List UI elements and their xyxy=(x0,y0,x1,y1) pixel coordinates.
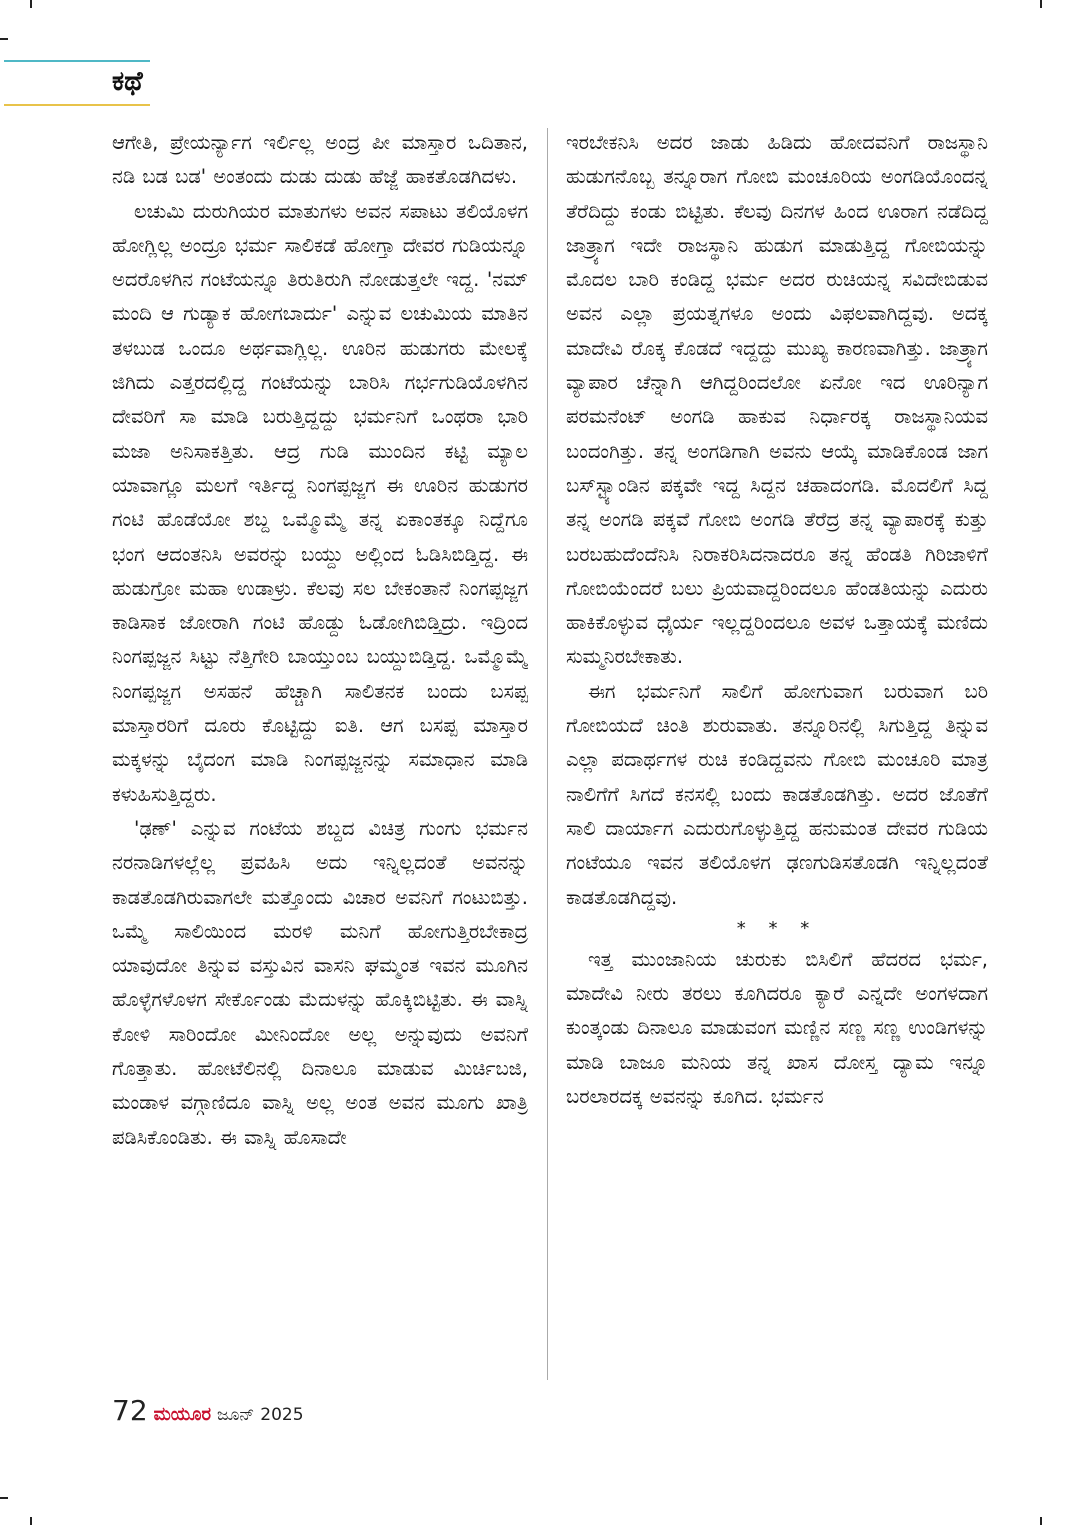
crop-mark xyxy=(0,38,8,40)
crop-mark xyxy=(1040,0,1042,8)
section-label: ಕಥೆ xyxy=(112,66,143,97)
crop-mark xyxy=(0,1497,8,1499)
column-divider xyxy=(547,128,548,1380)
crop-mark xyxy=(30,1517,32,1525)
page-footer xyxy=(112,1394,304,1430)
crop-mark xyxy=(1040,1517,1042,1525)
left-column xyxy=(112,126,528,1381)
crop-mark xyxy=(30,0,32,8)
section-rule-bottom xyxy=(4,104,150,106)
section-rule-top xyxy=(4,60,150,62)
section-break: * * * xyxy=(736,917,818,939)
paragraph: ಆಗೇತಿ, ಪ್ರೇಯರ್ನ್ಯಾಗ ಇರ್ಲಿಲ್ಲ ಅಂದ್ರ ಪೀ ಮಾಸ್ತಾರ ಒದಿತಾನ, ನಡಿ ಬಡ ಬಡ' ಅಂತಂದು ದುಡು ದುಡು ಹೆಜ್ಜೆ ಹಾಕತೊಡಗಿದಳು. xyxy=(112,131,528,189)
paragraph: ಇತ್ತ ಮುಂಜಾನಿಯ ಚುರುಕು ಬಿಸಿಲಿಗೆ ಹೆದರದ ಭರ್ಮ, ಮಾದೇವಿ ನೀರು ತರಲು ಕೂಗಿದರೂ ಕ್ಯಾರೆ ಎನ್ನದೇ ಅಂಗಳದಾಗ ಕುಂತ್ಕಂಡು ದಿನಾಲೂ ಮಾಡುವಂಗ ಮಣ್ಣಿನ ಸಣ್ಣ ಸಣ್ಣ ಉಂಡಿಗಳನ್ನು ಮಾಡಿ ಬಾಜೂ ಮನಿಯ ತನ್ನ ಖಾಸ ದೋಸ್ತ ದ್ಯಾಮ ಇನ್ನೂ ಬರಲಾರದಕ್ಕ ಅವನನ್ನು ಕೂಗಿದ. ಭರ್ಮನ xyxy=(566,947,988,1109)
paragraph: ಈಗ ಭರ್ಮನಿಗೆ ಸಾಲಿಗೆ ಹೋಗುವಾಗ ಬರುವಾಗ ಬರಿ ಗೋಬಿಯದೆ ಚಿಂತಿ ಶುರುವಾತು. ತನ್ನೂರಿನಲ್ಲಿ ಸಿಗುತ್ತಿದ್ದ ತಿನ್ನುವ ಎಲ್ಲಾ ಪದಾರ್ಥಗಳ ರುಚಿ ಕಂಡಿದ್ದವನು ಗೋಬಿ ಮಂಚೂರಿ ಮಾತ್ರ ನಾಲಿಗೆಗೆ ಸಿಗದೆ ಕನಸಲ್ಲಿ ಬಂದು ಕಾಡತೊಡಗಿತ್ತು. ಅದರ ಜೊತೆಗೆ ಸಾಲಿ ದಾರ್ಯಾಗ ಎದುರುಗೊಳ್ಳುತ್ತಿದ್ದ ಹನುಮಂತ ದೇವರ ಗುಡಿಯ ಗಂಟೆಯೂ ಇವನ ತಲಿಯೊಳಗ ಢಣಗುಡಿಸತೊಡಗಿ ಇನ್ನಿಲ್ಲದಂತೆ ಕಾಡತೊಡಗಿದ್ದವು. xyxy=(566,679,988,909)
paragraph: 'ಢಣ್' ಎನ್ನುವ ಗಂಟೆಯ ಶಬ್ದದ ವಿಚಿತ್ರ ಗುಂಗು ಭರ್ಮನ ನರನಾಡಿಗಳಲ್ಲೆಲ್ಲ ಪ್ರವಹಿಸಿ ಅದು ಇನ್ನಿಲ್ಲದಂತೆ ಅವನನ್ನು ಕಾಡತೊಡಗಿರುವಾಗಲೇ ಮತ್ತೊಂದು ವಿಚಾರ ಅವನಿಗೆ ಗಂಟುಬಿತ್ತು. ಒಮ್ಮೆ ಸಾಲಿಯಿಂದ ಮರಳಿ ಮನಿಗೆ ಹೋಗುತ್ತಿರಬೇಕಾದ್ರ ಯಾವುದೋ ತಿನ್ನುವ ವಸ್ತುವಿನ ವಾಸನಿ ಘಮ್ಮಂತ ಇವನ ಮೂಗಿನ ಹೊಳ್ಳೆಗಳೊಳಗ ಸೇರ್ಕೊಂಡು ಮೆದುಳನ್ನು ಹೊಕ್ಕಿಬಿಟ್ಟಿತು. ಈ ವಾಸ್ನಿ ಕೋಳಿ ಸಾರಿಂದೋ ಮೀನಿಂದೋ ಅಲ್ಲ ಅನ್ನುವುದು ಅವನಿಗೆ ಗೊತ್ತಾತು. ಹೋಟೆಲಿನಲ್ಲಿ ದಿನಾಲೂ ಮಾಡುವ ಮಿರ್ಚಿಬಜಿ, ಮಂಡಾಳ ವಗ್ಗಾಣಿದೂ ವಾಸ್ನಿ ಅಲ್ಲ ಅಂತ ಅವನ ಮೂಗು ಖಾತ್ರಿ ಪಡಿಸಿಕೊಂಡಿತು. ಈ ವಾಸ್ನಿ ಹೊಸಾದೇ xyxy=(112,816,528,1149)
page-number: 72 xyxy=(112,1394,148,1427)
magazine-logo: ಮಯೂರ xyxy=(153,1404,212,1425)
issue-year: 2025 xyxy=(260,1405,304,1425)
right-column xyxy=(566,126,988,1381)
issue-month: ಜೂನ್ xyxy=(217,1405,255,1425)
paragraph: ಇರಬೇಕನಿಸಿ ಅದರ ಜಾಡು ಹಿಡಿದು ಹೋದವನಿಗೆ ರಾಜಸ್ಥಾನಿ ಹುಡುಗನೊಬ್ಬ ತನ್ನೂರಾಗ ಗೋಬಿ ಮಂಚೂರಿಯ ಅಂಗಡಿಯೊಂದನ್ನ ತೆರೆದಿದ್ದು ಕಂಡು ಬಿಟ್ಟಿತು. ಕೆಲವು ದಿನಗಳ ಹಿಂದ ಊರಾಗ ನಡೆದಿದ್ದ ಜಾತ್ರ್ಯಾಗ ಇದೇ ರಾಜಸ್ಥಾನಿ ಹುಡುಗ ಮಾಡುತ್ತಿದ್ದ ಗೋಬಿಯನ್ನು ಮೊದಲ ಬಾರಿ ಕಂಡಿದ್ದ ಭರ್ಮ ಅದರ ರುಚಿಯನ್ನ ಸವಿದೇಬಿಡುವ ಅವನ ಎಲ್ಲಾ ಪ್ರಯತ್ನಗಳೂ ಅಂದು ವಿಫಲವಾಗಿದ್ದವು. ಅದಕ್ಕ ಮಾದೇವಿ ರೊಕ್ಕ ಕೊಡದೆ ಇದ್ದದ್ದು ಮುಖ್ಯ ಕಾರಣವಾಗಿತ್ತು. ಜಾತ್ರ್ಯಾಗ ವ್ಯಾಪಾರ ಚೆನ್ನಾಗಿ ಆಗಿದ್ದರಿಂದಲೋ ಏನೋ ಇದ ಊರಿನ್ಯಾಗ ಪರಮನೆಂಟ್ ಅಂಗಡಿ ಹಾಕುವ ನಿರ್ಧಾರಕ್ಕ ರಾಜಸ್ಥಾನಿಯವ ಬಂದಂಗಿತ್ತು. ತನ್ನ ಅಂಗಡಿಗಾಗಿ ಅವನು ಆಯ್ಕೆ ಮಾಡಿಕೊಂಡ ಜಾಗ ಬಸ್‌ಸ್ಟ್ಯಾಂಡಿನ ಪಕ್ಕವೇ ಇದ್ದ ಸಿದ್ದನ ಚಹಾದಂಗಡಿ. ಮೊದಲಿಗೆ ಸಿದ್ದ ತನ್ನ ಅಂಗಡಿ ಪಕ್ಕವೆ ಗೋಬಿ ಅಂಗಡಿ ತೆರೆದ್ರ ತನ್ನ ವ್ಯಾಪಾರಕ್ಕೆ ಕುತ್ತು ಬರಬಹುದೆಂದೆನಿಸಿ ನಿರಾಕರಿಸಿದನಾದರೂ ತನ್ನ ಹೆಂಡತಿ ಗಿರಿಜಾಳಿಗೆ ಗೋಬಿಯೆಂದರೆ ಬಲು ಪ್ರಿಯವಾದ್ದರಿಂದಲೂ ಹೆಂಡತಿಯನ್ನು ಎದುರು ಹಾಕಿಕೊಳ್ಳುವ ಧೈರ್ಯ ಇಲ್ಲದ್ದರಿಂದಲೂ ಅವಳ ಒತ್ತಾಯಕ್ಕೆ ಮಣಿದು ಸುಮ್ಮನಿರಬೇಕಾತು. xyxy=(566,131,988,669)
paragraph: ಲಚುಮಿ ದುರುಗಿಯರ ಮಾತುಗಳು ಅವನ ಸಪಾಟು ತಲಿಯೊಳಗ ಹೋಗ್ಲಿಲ್ಲ ಅಂದ್ರೂ ಭರ್ಮ ಸಾಲಿಕಡೆ ಹೋಗ್ತಾ ದೇವರ ಗುಡಿಯನ್ನೂ ಅದರೊಳಗಿನ ಗಂಟೆಯನ್ನೂ ತಿರುತಿರುಗಿ ನೋಡುತ್ತಲೇ ಇದ್ದ. 'ನಮ್ ಮಂದಿ ಆ ಗುಡ್ಯಾಕ ಹೋಗಬಾರ್ದು' ಎನ್ನುವ ಲಚುಮಿಯ ಮಾತಿನ ತಳಬುಡ ಒಂದೂ ಅರ್ಥವಾಗ್ಲಿಲ್ಲ. ಊರಿನ ಹುಡುಗರು ಮೇಲಕ್ಕೆ ಜಿಗಿದು ಎತ್ತರದಲ್ಲಿದ್ದ ಗಂಟೆಯನ್ನು ಬಾರಿಸಿ ಗರ್ಭಗುಡಿಯೊಳಗಿನ ದೇವರಿಗೆ ಸಾ ಮಾಡಿ ಬರುತ್ತಿದ್ದದ್ದು ಭರ್ಮನಿಗೆ ಒಂಥರಾ ಭಾರಿ ಮಜಾ ಅನಿಸಾಕತ್ತಿತು. ಆದ್ರ ಗುಡಿ ಮುಂದಿನ ಕಟ್ಟಿ ಮ್ಯಾಲ ಯಾವಾಗ್ಲೂ ಮಲಗೆ ಇರ್ತಿದ್ದ ನಿಂಗಪ್ಪಜ್ಜಗ ಈ ಊರಿನ ಹುಡುಗರ ಗಂಟಿ ಹೊಡೆಯೋ ಶಬ್ದ ಒಮ್ಮೊಮ್ಮೆ ತನ್ನ ಏಕಾಂತಕ್ಕೂ ನಿದ್ದೆಗೂ ಭಂಗ ಆದಂತನಿಸಿ ಅವರನ್ನು ಬಯ್ದು ಅಲ್ಲಿಂದ ಓಡಿಸಿಬಿಡ್ತಿದ್ದ. ಈ ಹುಡುಗ್ರೋ ಮಹಾ ಉಡಾಳ್ರು. ಕೆಲವು ಸಲ ಬೇಕಂತಾನೆ ನಿಂಗಪ್ಪಜ್ಜಗ ಕಾಡಿಸಾಕ ಜೋರಾಗಿ ಗಂಟಿ ಹೊಡ್ದು ಓಡೋಗಿಬಿಡ್ತಿದ್ರು. ಇದ್ರಿಂದ ನಿಂಗಪ್ಪಜ್ಜನ ಸಿಟ್ಟು ನೆತ್ತಿಗೇರಿ ಬಾಯ್ತುಂಬ ಬಯ್ದುಬಿಡ್ತಿದ್ದ. ಒಮ್ಮೊಮ್ಮೆ ನಿಂಗಪ್ಪಜ್ಜಗ ಅಸಹನೆ ಹೆಚ್ಚಾಗಿ ಸಾಲಿತನಕ ಬಂದು ಬಸಪ್ಪ ಮಾಸ್ತಾರರಿಗೆ ದೂರು ಕೊಟ್ಟಿದ್ದು ಐತಿ. ಆಗ ಬಸಪ್ಪ ಮಾಸ್ತಾರ ಮಕ್ಕಳನ್ನು ಬೈದಂಗ ಮಾಡಿ ನಿಂಗಪ್ಪಜ್ಜನನ್ನು ಸಮಾಧಾನ ಮಾಡಿ ಕಳುಹಿಸುತ್ತಿದ್ದರು. xyxy=(112,199,528,806)
